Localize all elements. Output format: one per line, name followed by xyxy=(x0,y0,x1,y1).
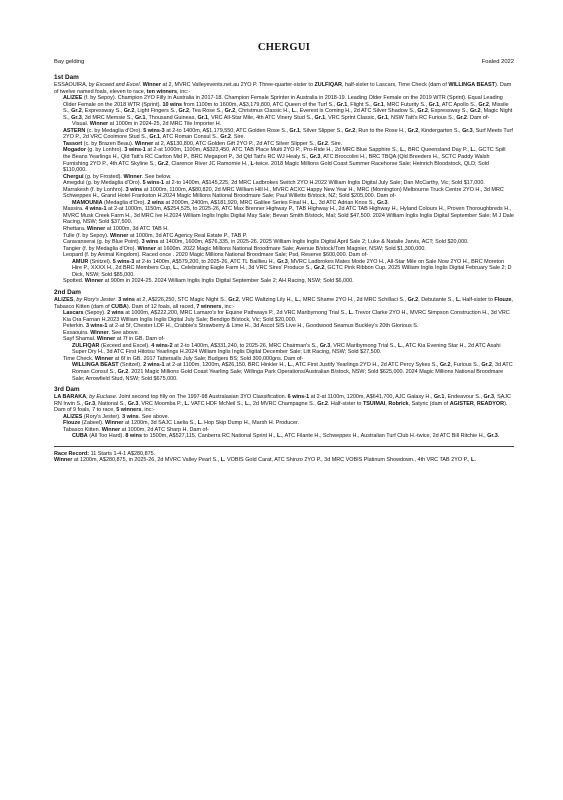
progeny-entry: Flouze (Zabeel). Winner at 1200m, 3d SAJC Laelia S., L. Hop Skip Dump H., Marsh H. Producer. xyxy=(63,420,299,427)
progeny-entry: Amegdul (g. by Medaglia d'Oro). 5 wins-1 at 2-to 1400m, A$145,225, 2d MRC Ladbrokes Switch 2YO H.2022 William Inglis Digital July Sale; Dan McCarthy, Vic; Sold $17,000. xyxy=(63,180,485,187)
progeny-entry: Tangier (f. by Medaglia d'Oro). Winner at 1600m. 2022 Magic Millions National Broodmare Sale; Avenue B/stock/Tom Magnier, NSW; Sold $1,300,000. xyxy=(63,245,426,252)
sex-colour-label: Bay gelding xyxy=(54,59,85,65)
dam-entry: LA BARAKA, by Euclase. Joint second top filly on The 1997-98 Australasian 3YO Classification. 6 wins-1 at 2-at 1100m, 1200m, A$641,700, AJC Galaxy H., Gr.1, Endeavour S., Gr.3, SAJC RN Irwin S., Gr.3, National S., Gr.3, VRC Moomba P., L. VATC HDF McNeil S., L., 2d MVRC Champagne S., Gr.2. Half-sister to TSUIMAI, Robrick, Satyric (dam of AGISTER, READYOR). Dam of 9 foals, 7 to race, 5 winners, inc:- xyxy=(54,394,511,414)
progeny-entry: Massira. 4 wins-1 at 2-at 1000m, 1150m, A$254,525, to 2025-26, ATC Max Brenner Highway P., TAB Highway H., 2d ATC TAB Highway H., Hyland Colours H., Proven Thoroughbreds H., MVRC Musk Creek Farm H., 3d MRC Ive H.2024 William Inglis Inglis Digital May Sale; Bevan Smith B/stock, Mal; Sold $47,500. 2024 William Inglis Inglis Digital September Sale; M J Dale Racing, NSW; Sold $37,500. xyxy=(63,206,514,226)
progeny-entry: Marrakesh (f. by Lonhro). 3 wins at 1000m, 1100m, A$80,820, 2d MRC William Hill H., MVRC ACXC Happy New Year H., MRC (Mornington) Melbourne Truck Centre 2YO H., 3d MRC Schweppes H., Grand Hotel Frankston H.2024 Magic Millions National Broodmare Sale; Paul Willetts B/stock, NZ; Sold $205,000. Dam of- xyxy=(63,186,504,200)
progeny-entry: ASTERN (c. by Medaglia d'Oro). 5 wins-3 at 2-to 1400m, A$1,179,550, ATC Golden Rose S., Gr.1, Silver Slipper S., Gr.2, Run to the Rose H., Gr.2, Kindergarten S., Gr.3, Surf Meets Turf 2YO P., 2d VRC Coolmore Stud S., Gr.1, ATC Roman Consul S., Gr.2. Sire. xyxy=(63,127,513,141)
section-heading: 2nd Dam xyxy=(54,288,81,296)
grand-progeny-entry: ZULFIQAR (Exceed and Excel). 4 wins-2 at 2-to 1400m, A$331,240, to 2025-26, MRC Chairman's S., Gr.3, VRC Maribyrnong Trial S., L., ATC Kia Evening Star H., 2d ATC Asahi Super Dry H., 3d ATC First Hitotsu Yearlings H.2024 William Inglis Inglis Digital December Sale; Litt Racing, NSW; Sold $27,500. xyxy=(72,342,501,356)
pedigree-document xyxy=(54,42,514,464)
progeny-entry: Peterkin. 3 wins-1 at 2-at 5f, Chester LDF H., Crabbie's Strawberry & Lime H., 3d Ascot SIS Live H., Goodwood Seamus Buckley's 20th Glorious S. xyxy=(63,323,419,330)
section-heading: 3rd Dam xyxy=(54,386,80,394)
grand-progeny-entry: AMUR (Snitzel). 5 wins-3 at 2-to 1400m, A$579,200, to 2025-26, ATC TL Baillieu H., Gr.3, MVRC Ladbrokes Mates Mode 2YO H., All-Star Mile on Sale Now 2YO H., BRC Moreton Hire P., XXXX H., 2d BRC Members Cup, L., Celebrating Eagle Farm H., 3d VRC Sires' Produce S., Gr.2, GCTC Pink Ribbon Cup. 2025 William Inglis Inglis Digital February Sale 2; D Dick, NSW; Sold $85,000. xyxy=(72,258,512,278)
progeny-entry: Lascars (Sepoy). 2 wins at 1000m, A$222,200, MRC Lamaro's for Equine Pathways P., 2d VRC Maribyrnong Trial S., L. Trevor Clarke 2YO H., MVRC Simpson Construction H., 3d VRC Kia Ora Farnan H.2023 William Inglis Inglis Digital July Sale; Bendigo B/stock, Vic; Sold $20,000. xyxy=(63,310,510,323)
grand-progeny-entry: WILLINGA BEAST (Snitzel). 2 wins-1 at 2-at 1100m, 1200m, A$26,150, BRC Hinkler H., L., ATC First Justify Yearlings 2YO H., 2d ATC Percy Sykes S., Gr.2, Furious S., Gr.2, 3d ATC Roman Consul S., Gr.2. 2021 Magic Millions Gold Coast Yearling Sale; Willinga Park Operations/Australian B/stock, NSW; Sold $625,000. 2024 Magic Millions National Broodmare Sale; Arrowfield Stud, NSW; Sold $675,000. xyxy=(72,362,513,382)
race-record-summary: Race Record: 11 Starts 1-4-1 A$280,875. xyxy=(54,450,156,457)
dam-entry: ESSAOUIRA, by Exceed and Excel. Winner at 2, MVRC Valleyevents.net.au 2YO P. Three-quarter-sister to ZULFIQAR, half-sister to Lascars, Time Check (dam of WILLINGA BEAST). Dam of twelve named foals, eleven to race, ten winners, inc:- xyxy=(54,82,512,95)
progeny-entry: Sayf Shamal. Winner at 7f in GB. Dam of- xyxy=(63,336,165,343)
progeny-entry: Essaouira. Winner. See above. xyxy=(63,329,140,336)
progeny-entry: ALIZES (Rory's Jester). 3 wins. See above. xyxy=(63,413,170,420)
grand-progeny-entry: CUBA (All Too Hard). 8 wins to 1500m, A$527,115, Canberra RC National Sprint H., L., ATC Filante H., Schweppes H., Australian Turf Club H.-twice, 2d ATC Bill Ritchie H., Gr.3. xyxy=(72,433,500,440)
grand-progeny-entry: MAMOUNIA (Medaglia d'Oro). 2 wins at 2000m, 2400m, A$181,920, MRC Galilee Series Final H., L., 3d ATC Adrian Knox S., Gr.3. xyxy=(72,199,390,206)
grand-progeny-entry: Visual. Winner at 1000m in 2024-25, 2d MRC Tile Importer H. xyxy=(72,121,222,128)
subheading-row xyxy=(54,59,514,65)
dam-entry: ALIZES, by Rory's Jester. 3 wins at 2, A$226,250, STC Magic Night S., Gr.2, VRC Waltzing Lily H., L., MRC Shame 2YO H., 2d MRC Schillaci S., Gr.2, Debutante S., L. Half-sister to Flouze, Tabasco Kitten (dam of CUBA). Dam of 12 foals, all raced, 7 winners, inc:- xyxy=(54,296,514,310)
section-heading: 1st Dam xyxy=(54,74,79,81)
dam-sections xyxy=(54,74,514,440)
race-record-details: Winner at 1200m, A$280,875, in 2025-26, 2d MVRC Valley Pearl S., L. VOBIS Gold Carat, ATC Shinzo 2YO P., 3d MRC VOBIS Platinum Showdown., 4th VRC TAB 2YO P., L. xyxy=(54,457,476,464)
progeny-entry: Tabasco Kitten. Winner at 1000m, 2d ATC Sharp H. Dam of- xyxy=(63,426,209,433)
progeny-entry: Tulle (f. by Sepoy). Winner at 1000m, 3d ATC Agency Real Estate P., TAB P. xyxy=(63,232,248,239)
progeny-entry: Caravanserai (g. by Blue Point). 3 wins at 1400m, 1600m, A$76,335, in 2025-26. 2025 William Inglis Inglis Digital April Sale 2; Luke & Natalie Jarvis, ACT; Sold $20,000. xyxy=(63,239,469,246)
progeny-entry: ALIZEE (f. by Sepoy). Champion 2YO Filly in Australia in 2017-18. Champion Female Sprinter in Australia in 2018-19. Leading Older Female on the 2019 WTR (Sprint). Equal Leading Older Female on the 2018 WTR (Sprint). 10 wins from 1100m to 1600m, A$3,179,800, ATC Queen of the Turf S., Gr.1, Flight S., Gr.1, MRC Futurity S., Gr.1, ATC Apollo S., Gr.2, Missile S., Gr.2, Expressway S., Gr.2, Light Fingers S., Gr.2, Tea Rose S., Gr.2, Christmus Classic H., L., Everest is Coming H., 2d ATC Silver Shadow S., Gr.2, Expressway S., Gr.2, Magic Night S., Gr.3, 3d MRC Memsie S., Gr.1, Thousand Guineas, Gr.1, VRC All-Star Mile, 4th ATC Vinery Stud S., Gr.1, VRC Sprint Classic, Gr.1, NSW Tatt's RC Furious S., Gr.2. Dam of- xyxy=(63,95,513,121)
progeny-entry: Mogador (g. by Lonhro). 3 wins-1 at 2-at 1000m, 1100m, A$323,450, ATC TAB Place Multi 2YO P., Pro-Ride H., 2d MRC Blue Sapphire S., L., BRC Queensland Day P., L., GCTC Spill the Beans Yearlings H., Qld Tatt's RC Carlton Mid P., BRC Megaport P., 3d Qld Tatt's RC WJ Healy S., Gr.3, ATC Broccolini H., BRC TBQA (Qld Breeders H., SCTC Paddy Walsh Furnishing 2YO P., 4th ATC Skyline S., Gr.2, Clarence River JC Ramornie H., L-twice. 2018 Magic Millions Gold Coast Summer Racehorse Sale; Heinrich Bloodstock, QLD; Sold $110,000. xyxy=(63,147,506,174)
divider-rule xyxy=(54,446,514,447)
progeny-entry: Leopard (f. by Animal Kingdom). Raced once . 2020 Magic Millions National Broodmare Sale; Psd, Reserve $600,000. Dam of- xyxy=(63,252,368,259)
progeny-entry: Tassort (c. by Brazen Beau). Winner at 2, A$130,800, ATC Golden Gift 2YO P., 2d ATC Silver Slipper S., Gr.2. Sire. xyxy=(63,140,343,147)
progeny-entry: Rhettara. Winner at 1000m, 3d ATC TAB H. xyxy=(63,226,169,233)
progeny-entry: Chergui (g. by Frosted). Winner. See below. xyxy=(63,173,172,180)
progeny-entry: Time Check. Winner at 6f in GB. 2017 Tattersalls July Sale; Budgers BS; Sold 300,000gns. Dam of- xyxy=(63,355,304,362)
horse-name-title: CHERGUI xyxy=(257,42,311,53)
progeny-entry: Spotted. Winner at 900m in 2024-25. 2024 William Inglis Inglis Digital September Sale 2; AH Racing, NSW; Sold $6,000. xyxy=(63,278,354,285)
foaled-year-label: Foaled 2022 xyxy=(481,59,514,65)
